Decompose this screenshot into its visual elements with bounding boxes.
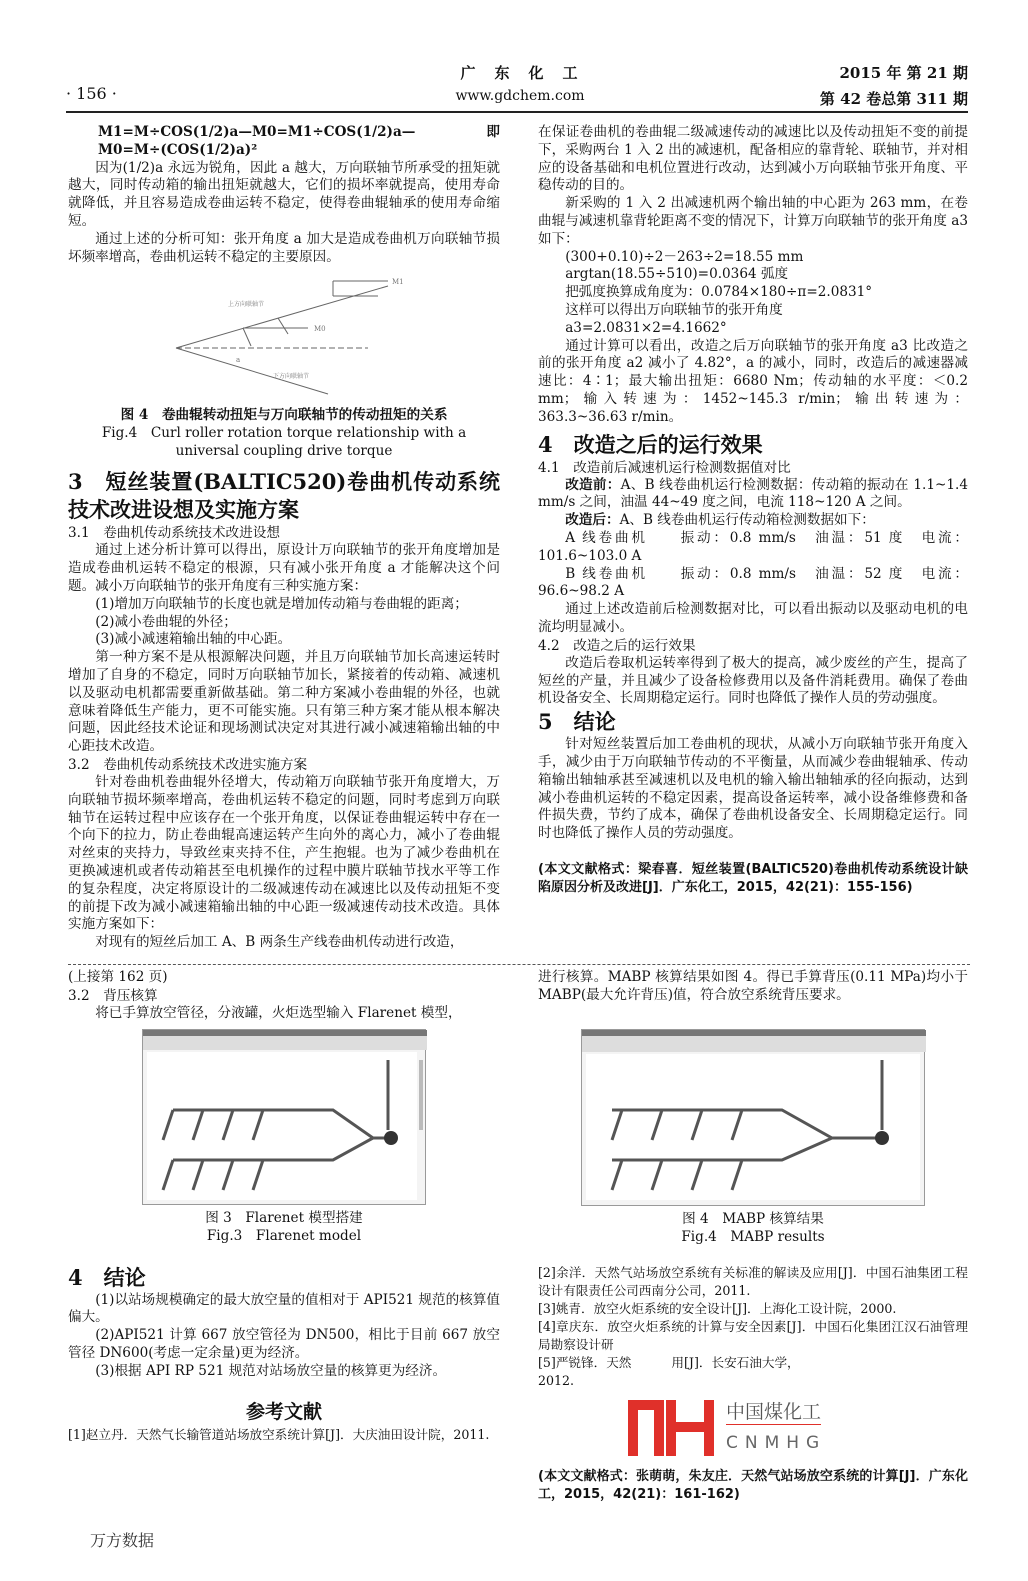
reference-item: [4]章庆东．放空火炬系统的计算与安全因素[J]．中国石化集团江汉石油管理局勘察设计研 (538, 1318, 968, 1352)
continued-note: (上接第 162 页) (68, 968, 168, 985)
before-data: A、B 线卷曲机运行检测数据：传动箱的振动在 1.1~1.4 mm/s 之间，油温 44~49 度之间，电流 118~120 A 之间。 (538, 476, 969, 511)
reference-item: [3]姚青．放空火炬系统的安全设计[J]．上海化工设计院，2000. (538, 1300, 897, 1316)
article2-top (68, 969, 968, 1023)
paragraph: 通过上述改造前后检测数据对比，可以看出振动以及驱动电机的电流均明显减小。 (538, 601, 968, 635)
calc-line: a3=2.0831×2=4.1662° (565, 319, 727, 336)
lower-coupling-label: 下方向联轴节 (273, 373, 310, 381)
article1-left-column (68, 124, 500, 952)
citation-format: (本文文献格式：张萌萌，朱友庄．天然气站场放空系统的计算[J]．广东化工，2015，42(21)：161-162) (538, 1468, 968, 1502)
footer-source: 万方数据 (90, 1530, 155, 1550)
option-item: (1)增加万向联轴节的长度也就是增加传动箱与卷曲辊的距离； (95, 595, 468, 612)
page-number: · 156 · (66, 84, 117, 103)
calc-line: 把弧度换算成角度为：0.0784×180÷π=2.0831° (565, 284, 873, 301)
figure-3-screenshot (142, 1029, 426, 1205)
article1 (68, 124, 968, 952)
figure-4-caption-en: Fig.4 MABP results (681, 1228, 825, 1245)
calc-line: (300+0.10)÷2－263÷2=18.55 mm (565, 248, 804, 265)
journal-url: www.gdchem.com (455, 88, 585, 104)
after-paragraph (538, 512, 968, 530)
paragraph: 针对卷曲机卷曲辊外径增大，传动箱万向联轴节张开角度增大，万向联轴节损坏频率增高，卷曲机运转不稳定的问题，同时考虑到万向联轴节在运转过程中应该存在一个张开角度，以保证卷曲辊运转中存在一个向下的拉力，防止卷曲辊高速运转产生向外的离心力，减小了卷曲辊对丝束的夹持力，导致丝束夹持不住，产生抱辊。也为了减少卷曲机在更换减速机或者传动箱甚至电机操作的过程中膜片联轴节找水平等工作的复杂程度，决定将原设计的二级减速传动在减速比以及传动扭矩不变的前提下改为减小减速箱输出轴的中心距一级减速传动技术改造。具体实施方案如下： (68, 773, 500, 933)
conclusion-item: (3)根据 API RP 521 规范对站场放空量的核算更为经济。 (95, 1362, 447, 1379)
article2-left-bottom (68, 1264, 500, 1445)
section-4-1-heading: 4.1 改造前后减速机运行检测数据值对比 (538, 459, 791, 476)
section-4-heading: 4 结论 (68, 1264, 146, 1290)
article2-bottom (68, 1264, 968, 1504)
m1-label: M1 (392, 278, 404, 287)
reference-item (538, 1354, 968, 1372)
after-data: A、B 线卷曲机运行传动箱检测数据如下： (619, 512, 875, 529)
paragraph: 通过上述分析计算可以得出，原设计万向联轴节的张开角度增加是造成卷曲机运转不稳定的根源，只有减小张开角度 a 才能解决这个问题。减小万向联轴节的张开角度有三种实施方案： (68, 542, 500, 594)
flarenet-model-image (143, 1030, 427, 1206)
paragraph: 通过上述的分析可知：张开角度 a 加大是造成卷曲机万向联轴节损坏频率增高，卷曲机运转不稳定的主要原因。 (68, 230, 500, 265)
line-a-data: A 线卷曲机 振动：0.8 mm/s 油温：51 度 电流：101.6~103.0 A (538, 529, 968, 564)
watermark-cn: 中国煤化工 (726, 1400, 822, 1423)
section-3-1-heading: 3.1 卷曲机传动系统技术改进设想 (68, 525, 280, 542)
paragraph: 因为(1/2)a 永远为锐角，因此 a 越大，万向联轴节所承受的扭矩就越大，同时传动箱的输出扭矩就越大，它们的损坏率就提高，使用寿命就降低，并且容易造成卷曲运转不稳定，使得卷曲辊轴承的使用寿命缩短。 (68, 159, 500, 229)
watermark-en: CNMHG (726, 1432, 827, 1453)
page-header (68, 0, 968, 124)
m0-label: M0 (314, 325, 326, 334)
watermark (628, 1398, 828, 1458)
references-heading: 参考文献 (245, 1401, 322, 1424)
before-paragraph (538, 477, 968, 513)
section-4-heading: 4 改造之后的运行效果 (538, 431, 763, 457)
after-label: 改造后： (565, 512, 620, 529)
reference-5-start: [5]严锐锋．天然 (538, 1354, 632, 1370)
paragraph: 针对短丝装置后加工卷曲机的现状，从减小万向联轴节张开角度入手，减少由于万向联轴节传动的不平衡量，从而减少卷曲辊轴承、传动箱输出轴轴承甚至减速机以及电机的输入输出轴轴承的径向振动，达到减小卷曲机运转的不稳定因素，提高设备运转率，减小设备维修费和备件损失费，节约了成本，确保了卷曲机设备安全、长周期稳定运行。同时也降低了操作人员的劳动强度。 (538, 736, 968, 842)
paragraph: 将已手算放空管径，分液罐，火炬选型输入 Flarenet 模型， (95, 1004, 462, 1021)
option-item: (2)减小卷曲辊的外径； (95, 613, 237, 630)
reference-5-end: 用[J]．长安石油大学， (671, 1354, 800, 1370)
article2-right-top (538, 969, 968, 1005)
before-label: 改造前： (565, 476, 621, 493)
line-b-data: B 线卷曲机 振动：0.8 mm/s 油温：52 度 电流：96.6~98.2 A (538, 565, 968, 600)
figure-3-caption-en: Fig.3 Flarenet model (206, 1227, 362, 1244)
paragraph: 进行核算。MABP 核算结果如图 4。得已手算背压(0.11 MPa)均小于 MABP(最大允许背压)值，符合放空系统背压要求。 (538, 968, 968, 1003)
figure-4-caption-cn: 图 4 MABP 核算结果 (682, 1210, 824, 1227)
torque-formula: M1=M÷COS(1/2)a—M0=M1÷COS(1/2)a—即 M0=M÷(COS(1/2)a)² (98, 124, 500, 158)
paragraph: 第一种方案不是从根源解决问题，并且万向联轴节加长高速运转时增加了自身的不稳定，同时万向联轴节加长，紧接着的传动箱、减速机以及驱动电机都需要重新做基础。第二种方案减小卷曲辊的外径，也就意味着降低生产能力，更不可能实施。只有第三种方案才能从根本解决问题，因此经技术论证和现场测试决定对其进行减小减速箱输出轴的中心距技术改造。 (68, 649, 500, 755)
figure-4-diagram (68, 266, 500, 406)
figure-4 (538, 1029, 968, 1246)
section-3-2-heading: 3.2 背压核算 (68, 987, 158, 1004)
issue-info: 2015 年 第 21 期 (839, 64, 968, 82)
article2-references (538, 1264, 968, 1504)
section-5-heading: 5 结论 (538, 709, 616, 735)
reference-5-year: 2012. (538, 1372, 575, 1388)
conclusion-item: (2)API521 计算 667 放空管径为 DN500，相比于目前 667 放空管径 DN600(考虑一定余量)更为经济。 (68, 1327, 500, 1361)
article2-left-top (68, 969, 500, 1023)
paragraph: 对现有的短丝后加工 A、B 两条生产线卷曲机传动进行改造， (95, 934, 464, 951)
option-item: (3)减小减速箱输出轴的中心距。 (95, 631, 292, 648)
section-3-heading: 3 短丝装置(BALTIC520)卷曲机传动系统技术改进设想及实施方案 (68, 469, 500, 523)
angle-label: a (236, 356, 241, 365)
paragraph: 新采购的 1 入 2 出减速机两个输出轴的中心距为 263 mm，在卷曲辊与减速机靠背轮距离不变的情况下，计算万向联轴节的张开角度 a3 如下： (538, 195, 968, 247)
cnmhg-logo-icon (628, 1398, 718, 1458)
journal-name: 广 东 化 工 (460, 64, 580, 82)
figure-3-caption-cn: 图 3 Flarenet 模型搭建 (205, 1209, 363, 1226)
upper-coupling-label: 上方向联轴节 (228, 301, 265, 309)
article-divider (68, 964, 970, 965)
reference-item: [2]余洋．天然气站场放空系统有关标准的解读及应用[J]．中国石油集团工程设计有限责任公司西南分公司，2011. (538, 1264, 968, 1298)
paragraph: 在保证卷曲机的卷曲辊二级减速传动的减速比以及传动扭矩不变的前提下，采购两台 1 入 2 出的减速机，配备相应的靠背轮、联轴节，并对相应的设备基础和电机位置进行改动，达到减小万向联轴节张开角度、平稳传动的目的。 (538, 124, 968, 194)
figure-4-screenshot (581, 1029, 925, 1206)
volume-info: 第 42 卷总第 311 期 (819, 90, 968, 108)
header-rule (66, 111, 968, 113)
conclusion-item: (1)以站场规模确定的最大放空量的值相对于 API521 规范的核算值偏大。 (68, 1291, 500, 1326)
paragraph: 通过计算可以看出，改造之后万向联轴节的张开角度 a3 比改造之前的张开角度 a2 减小了 4.82°，a 的减小，同时，改造后的减速器减速比：4∶1；最大输出扭矩：6680 Nm；传动轴的水平度：＜0.2 mm；输入转速为：1452~145.3 r/min；输出转速为：363.3~36.63 r/min。 (538, 337, 968, 425)
citation-format: (本文文献格式：梁春喜．短丝装置(BALTIC520)卷曲机传动系统设计缺陷原因分析及改进[J]．广东化工，2015，42(21)：155-156) (538, 861, 968, 895)
article1-right-column (538, 124, 968, 897)
article2-figures (68, 1029, 968, 1246)
section-3-2-heading: 3.2 卷曲机传动系统技术改进实施方案 (68, 756, 308, 773)
section-4-2-heading: 4.2 改造之后的运行效果 (538, 637, 696, 654)
paragraph: 改造后卷取机运转率得到了极大的提高，减少废丝的产生，提高了短丝的产量，并且减少了设备检修费用以及备件消耗费用。确保了卷曲机设备安全、长周期稳定运行。同时也降低了操作人员的劳动强度。 (538, 654, 968, 707)
mabp-results-image (582, 1030, 926, 1207)
figure-4-caption-en: Fig.4 Curl roller rotation torque relationship with a universal coupling drive torque (101, 425, 467, 460)
reference-item: [1]赵立丹．天然气长输管道站场放空系统计算[J]．大庆油田设计院，2011. (68, 1427, 490, 1443)
figure-3 (68, 1029, 500, 1245)
figure-4-caption-cn: 图 4 卷曲辊转动扭矩与万向联轴节的传动扭矩的关系 (120, 407, 448, 424)
calc-line: 这样可以得出万向联轴节的张开角度 (565, 301, 783, 318)
calc-line: argtan(18.55÷510)=0.0364 弧度 (565, 266, 789, 283)
